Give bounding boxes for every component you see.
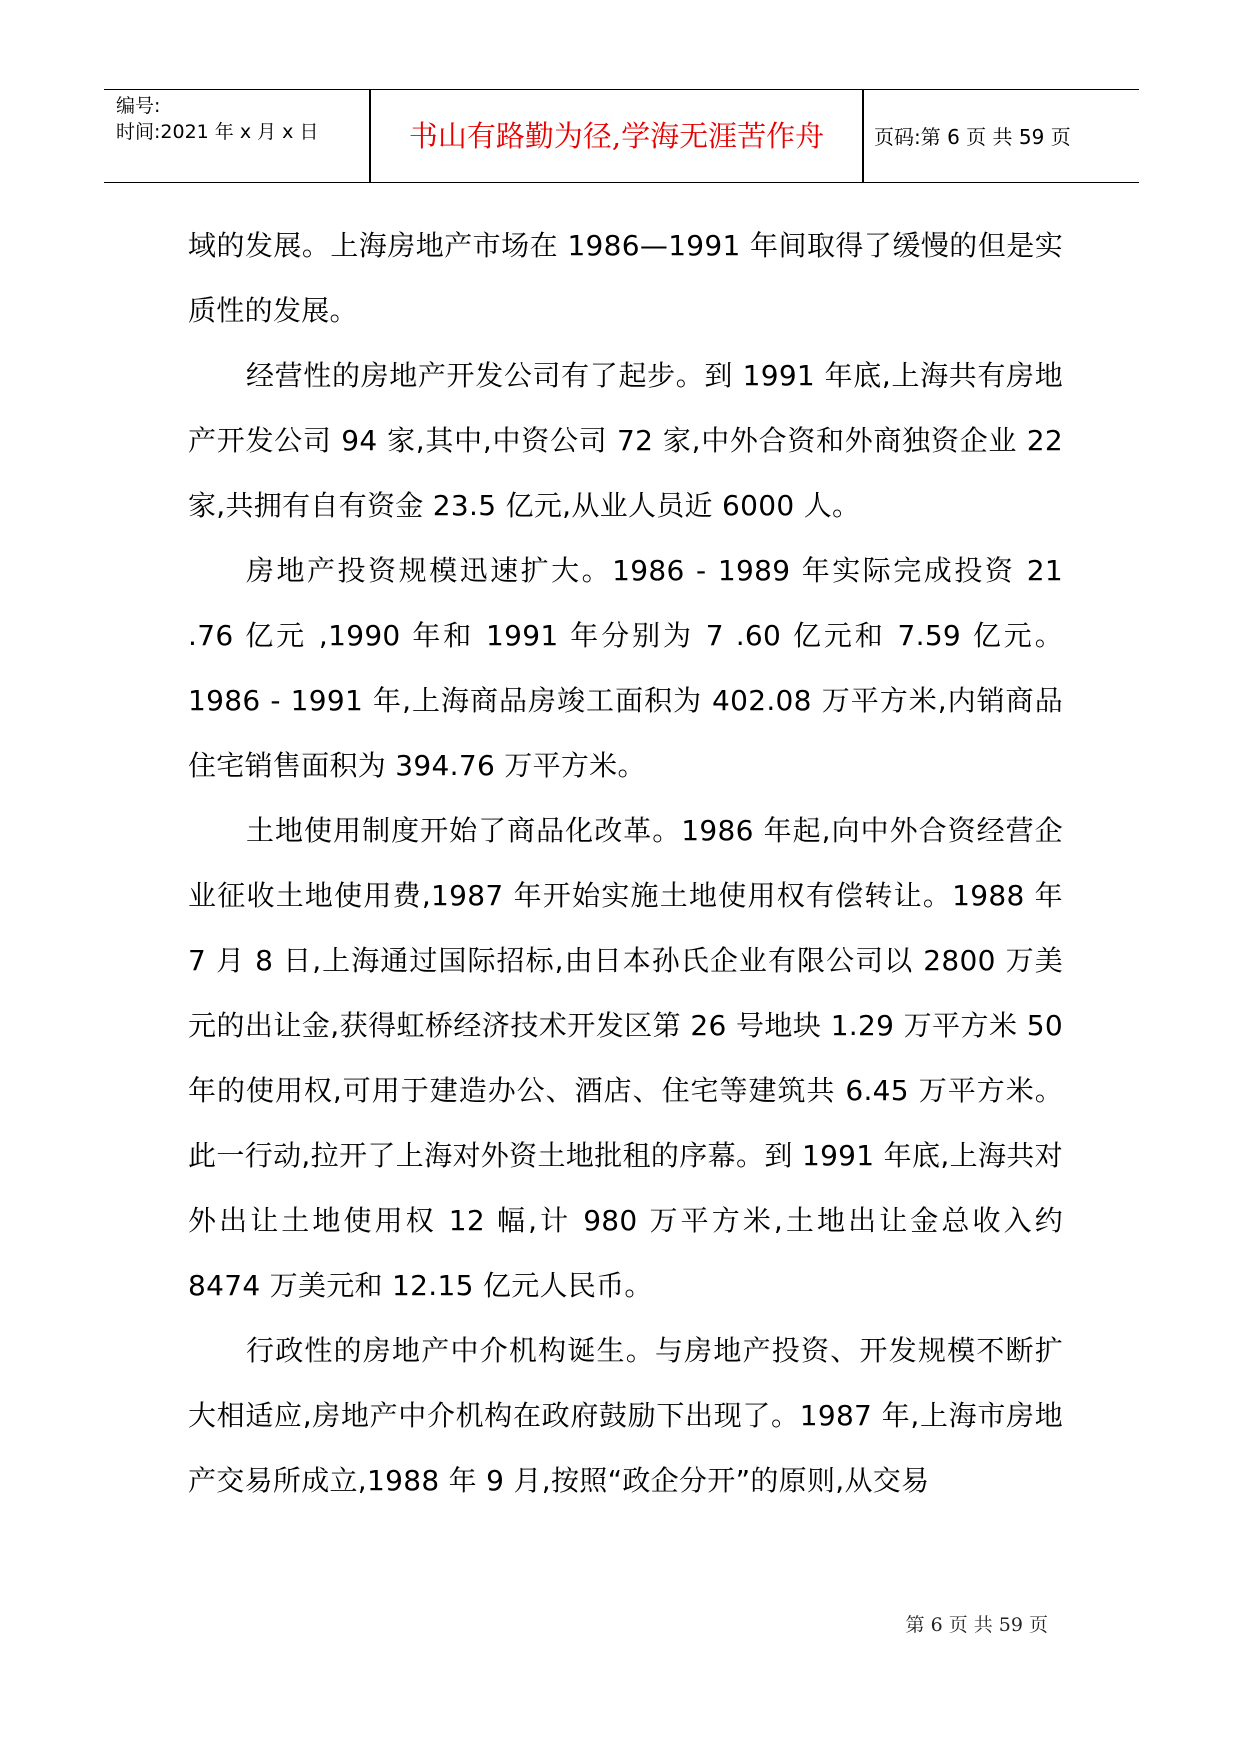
paragraph: 经营性的房地产开发公司有了起步。到 1991 年底,上海共有房地产开发公司 94 家,其中,中资公司 72 家,中外合资和外商独资企业 22 家,共拥有自有资金 23.5 亿元,从业人员近 6000 人。 <box>188 359 1063 522</box>
document-time-label: 时间:2021 年 x 月 x 日 <box>116 121 319 143</box>
paragraph: 土地使用制度开始了商品化改革。1986 年起,向中外合资经营企业征收土地使用费,1987 年开始实施土地使用权有偿转让。1988 年 7 月 8 日,上海通过国际招标,由日本孙氏企业有限公司以 2800 万美元的出让金,获得虹桥经济技术开发区第 26 号地块 1.29 万平方米 50 年的使用权,可用于建造办公、酒店、住宅等建筑共 6.45 万平方米。此一行动,拉开了上海对外资土地批租的序幕。到 1991 年底,上海共对外出让土地使用权 12 幅,计 980 万平方米,土地出让金总收入约 8474 万美元和 12.15 亿元人民币。 <box>188 814 1063 1302</box>
paragraph: 房地产投资规模迅速扩大。1986 - 1989 年实际完成投资 21 .76 亿元 ,1990 年和 1991 年分别为 7 .60 亿元和 7.59 亿元。1986 - 1991 年,上海商品房竣工面积为 402.08 万平方米,内销商品住宅销售面积为 394.76 万平方米。 <box>188 554 1063 782</box>
document-body <box>188 213 1063 1513</box>
page-footer: 第 6 页 共 59 页 <box>905 1614 1048 1636</box>
page-header <box>104 89 1139 183</box>
header-page-info: 页码:第 6 页 共 59 页 <box>874 125 1071 149</box>
header-motto: 书山有路勤为径,学海无涯苦作舟 <box>408 119 825 153</box>
header-meta <box>116 90 366 182</box>
paragraph: 行政性的房地产中介机构诞生。与房地产投资、开发规模不断扩大相适应,房地产中介机构在政府鼓励下出现了。1987 年,上海市房地产交易所成立,1988 年 9 月,按照“政企分开”的原则,从交易 <box>188 1334 1063 1497</box>
paragraph: 域的发展。上海房地产市场在 1986—1991 年间取得了缓慢的但是实质性的发展。 <box>188 229 1063 327</box>
document-number-label: 编号: <box>116 95 161 117</box>
header-divider-right <box>862 90 864 182</box>
